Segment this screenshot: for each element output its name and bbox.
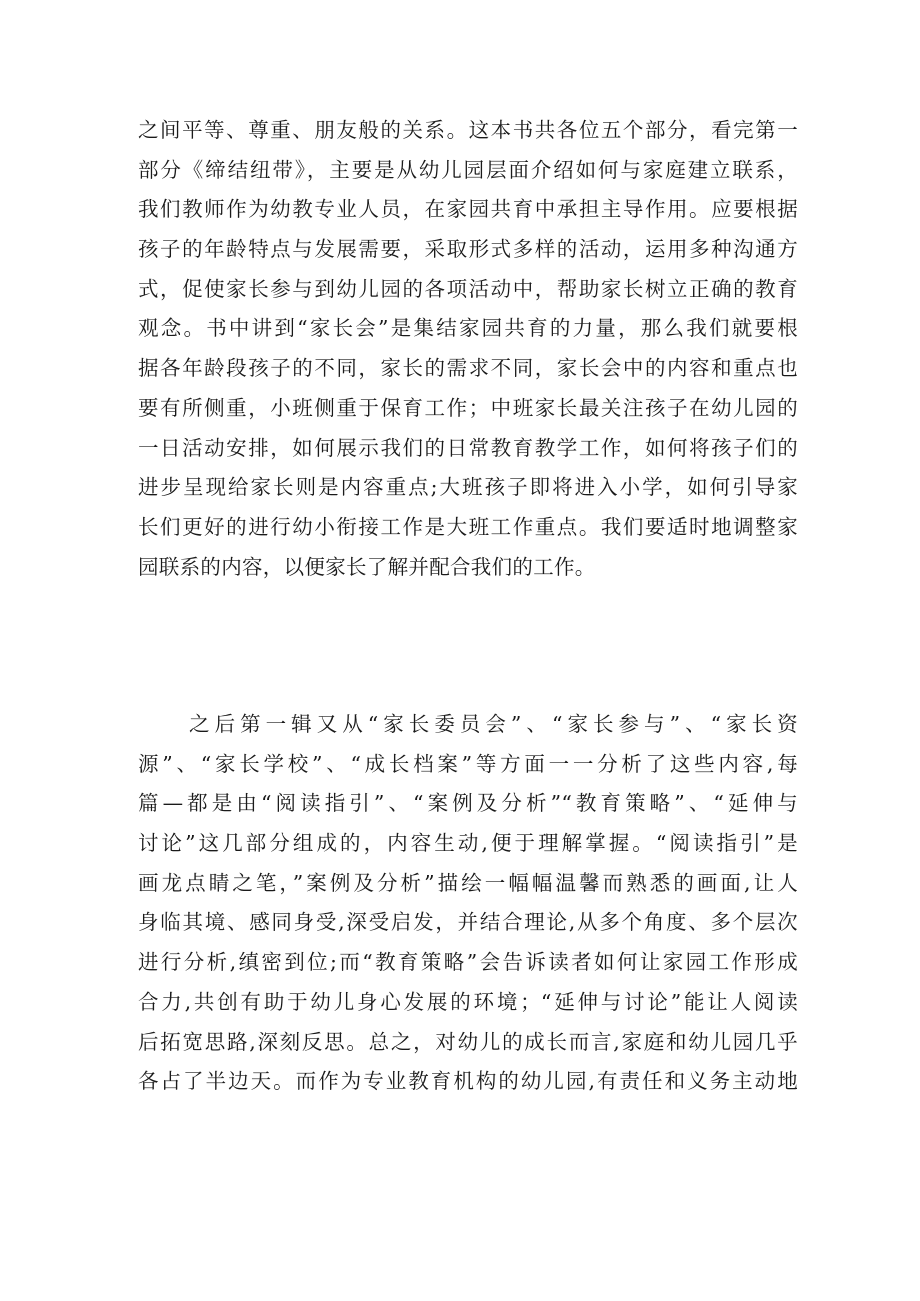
text-line: 讨论”这几部分组成的，内容生动,便于理解掌握。“阅读指引”是: [138, 831, 798, 856]
text-line: 园联系的内容，以便家长了解并配合我们的工作。: [138, 554, 596, 579]
text-line: 后拓宽思路,深刻反思。总之，对幼儿的成长而言,家庭和幼儿园几乎: [138, 1029, 798, 1054]
text-line: 各占了半边天。而作为专业教育机构的幼儿园,有责任和义务主动地: [138, 1069, 798, 1094]
text-line: 我们教师作为幼教专业人员，在家园共育中承担主导作用。应要根据: [138, 197, 798, 222]
text-line: 篇—都是由“阅读指引”、“案例及分析”“教育策略”、“延伸与: [138, 791, 798, 816]
paragraph-1: [138, 111, 798, 587]
text-line: 长们更好的进行幼小衔接工作是大班工作重点。我们要适时地调整家: [138, 514, 798, 539]
text-line: 身临其境、感同身受,深受启发，并结合理论,从多个角度、多个层次: [138, 910, 798, 935]
text-line: 孩子的年龄特点与发展需要，采取形式多样的活动，运用多种沟通方: [138, 237, 798, 262]
text-line: 部分《缔结纽带》，主要是从幼儿园层面介绍如何与家庭建立联系，: [138, 157, 798, 182]
text-line: 式，促使家长参与到幼儿园的各项活动中，帮助家长树立正确的教育: [138, 276, 798, 301]
text-line: 画龙点睛之笔，”案例及分析”描绘一幅幅温馨而熟悉的画面,让人: [138, 870, 798, 895]
text-line: 合力,共创有助于幼儿身心发展的环境；“延伸与讨论”能让人阅读: [138, 989, 798, 1014]
text-line: 之间平等、尊重、朋友般的关系。这本书共各位五个部分，看完第一: [138, 118, 798, 142]
text-line: 要有所侧重，小班侧重于保育工作；中班家长最关注孩子在幼儿园的: [138, 395, 798, 420]
text-line: 进步呈现给家长则是内容重点;大班孩子即将进入小学，如何引导家: [138, 475, 798, 500]
text-line: 之后第一辑又从“家长委员会”、“家长参与”、“家长资: [138, 712, 798, 736]
text-line: 一日活动安排，如何展示我们的日常教育教学工作，如何将孩子们的: [138, 435, 798, 460]
paragraph-2: [138, 705, 798, 1102]
text-line: 观念。书中讲到“家长会”是集结家园共育的力量，那么我们就要根: [138, 316, 798, 341]
text-line: 据各年龄段孩子的不同，家长的需求不同，家长会中的内容和重点也: [138, 356, 798, 381]
text-line: 进行分析,缜密到位;而“教育策略”会告诉读者如何让家园工作形成: [138, 950, 798, 975]
text-line: 源”、“家长学校”、“成长档案”等方面一一分析了这些内容,每: [138, 751, 798, 776]
